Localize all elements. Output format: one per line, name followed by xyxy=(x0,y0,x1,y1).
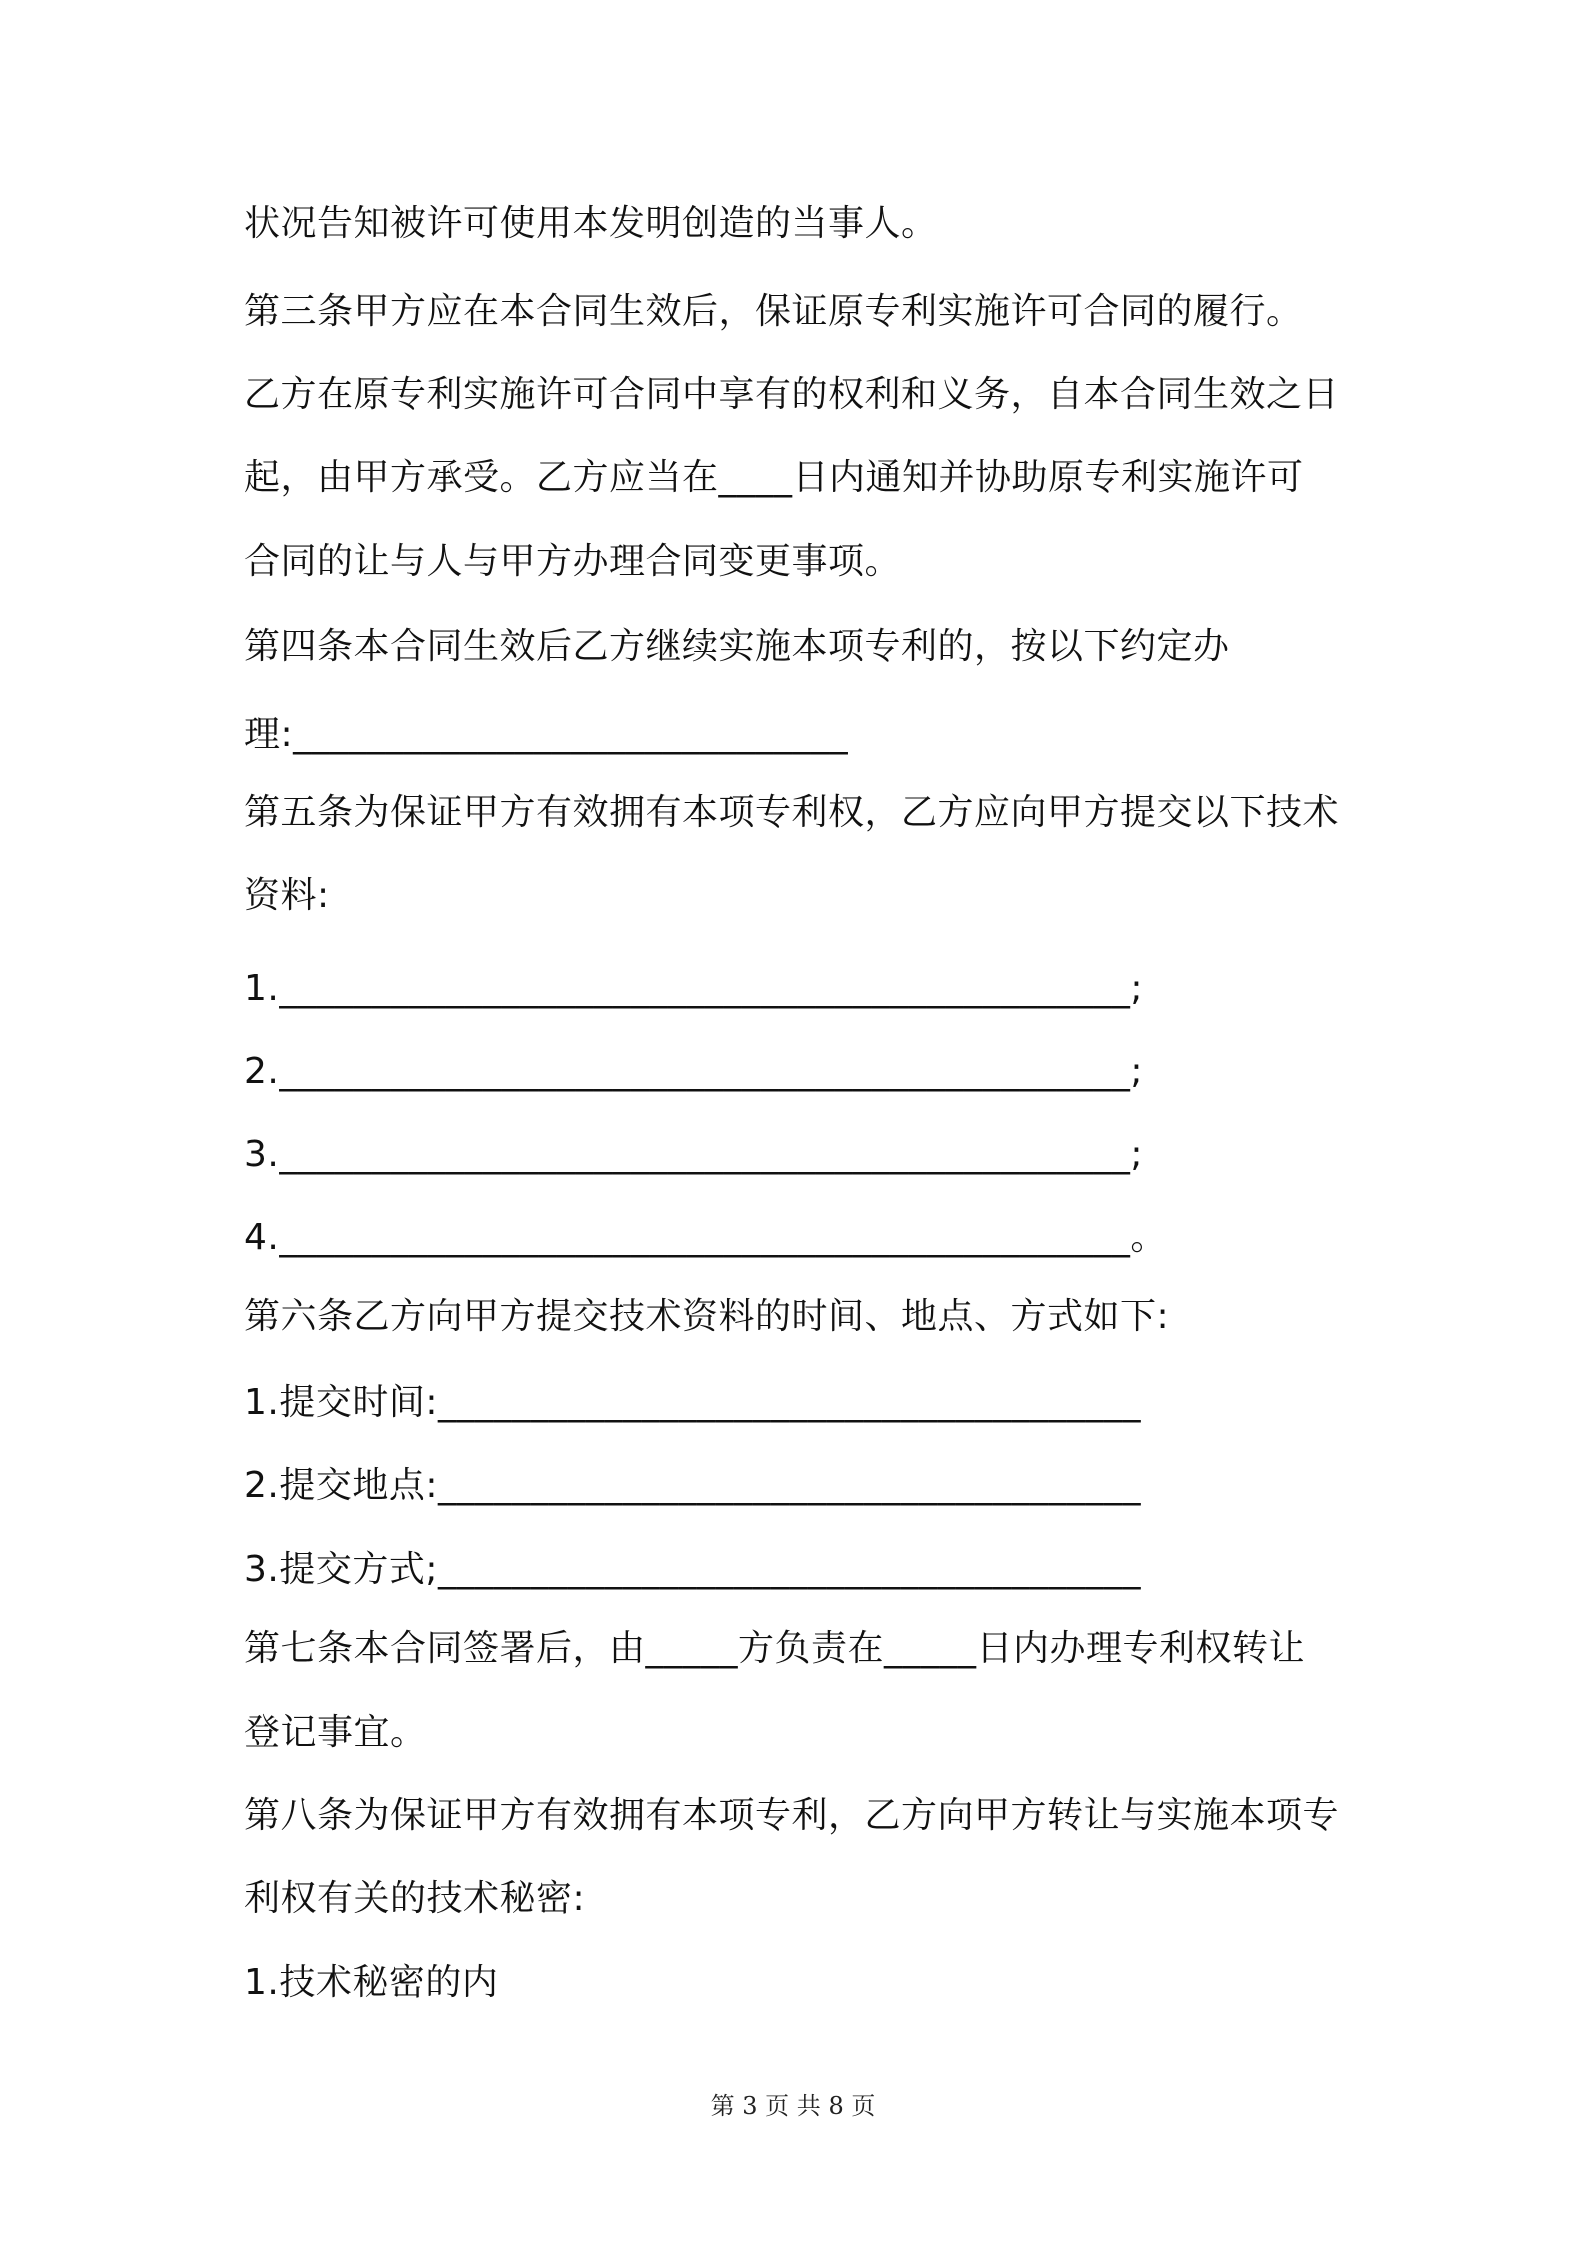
text-line: 3.______________________________________________; xyxy=(244,1134,1143,1175)
text-line: 理:______________________________ xyxy=(244,714,849,755)
text-line: 登记事宜。 xyxy=(244,1712,427,1753)
text-line: 3.提交方式;______________________________________ xyxy=(244,1549,1141,1590)
text-line: 第三条甲方应在本合同生效后，保证原专利实施许可合同的履行。 xyxy=(244,291,1303,332)
text-line: 4.______________________________________________。 xyxy=(244,1217,1167,1258)
text-line: 2.提交地点:______________________________________ xyxy=(244,1465,1141,1506)
text-line: 乙方在原专利实施许可合同中享有的权利和义务，自本合同生效之日 xyxy=(244,374,1340,415)
text-line: 利权有关的技术秘密: xyxy=(244,1878,586,1919)
text-line: 状况告知被许可使用本发明创造的当事人。 xyxy=(244,203,938,244)
text-line: 合同的让与人与甲方办理合同变更事项。 xyxy=(244,541,902,582)
text-line: 1.______________________________________________; xyxy=(244,968,1143,1009)
text-line: 2.______________________________________________; xyxy=(244,1051,1143,1092)
text-line: 资料: xyxy=(244,875,330,916)
text-line: 第四条本合同生效后乙方继续实施本项专利的，按以下约定办 xyxy=(244,626,1230,667)
text-line: 第八条为保证甲方有效拥有本项专利，乙方向甲方转让与实施本项专 xyxy=(244,1795,1340,1836)
text-line: 第七条本合同签署后，由_____方负责在_____日内办理专利权转让 xyxy=(244,1628,1306,1669)
text-line: 第五条为保证甲方有效拥有本项专利权，乙方应向甲方提交以下技术 xyxy=(244,792,1340,833)
text-line: 1.提交时间:______________________________________ xyxy=(244,1382,1141,1423)
text-line: 1.技术秘密的内 xyxy=(244,1962,499,2003)
text-line: 起，由甲方承受。乙方应当在____日内通知并协助原专利实施许可 xyxy=(244,457,1304,498)
text-line: 第六条乙方向甲方提交技术资料的时间、地点、方式如下: xyxy=(244,1296,1170,1337)
page-number-footer: 第 3 页 共 8 页 xyxy=(710,2092,876,2120)
